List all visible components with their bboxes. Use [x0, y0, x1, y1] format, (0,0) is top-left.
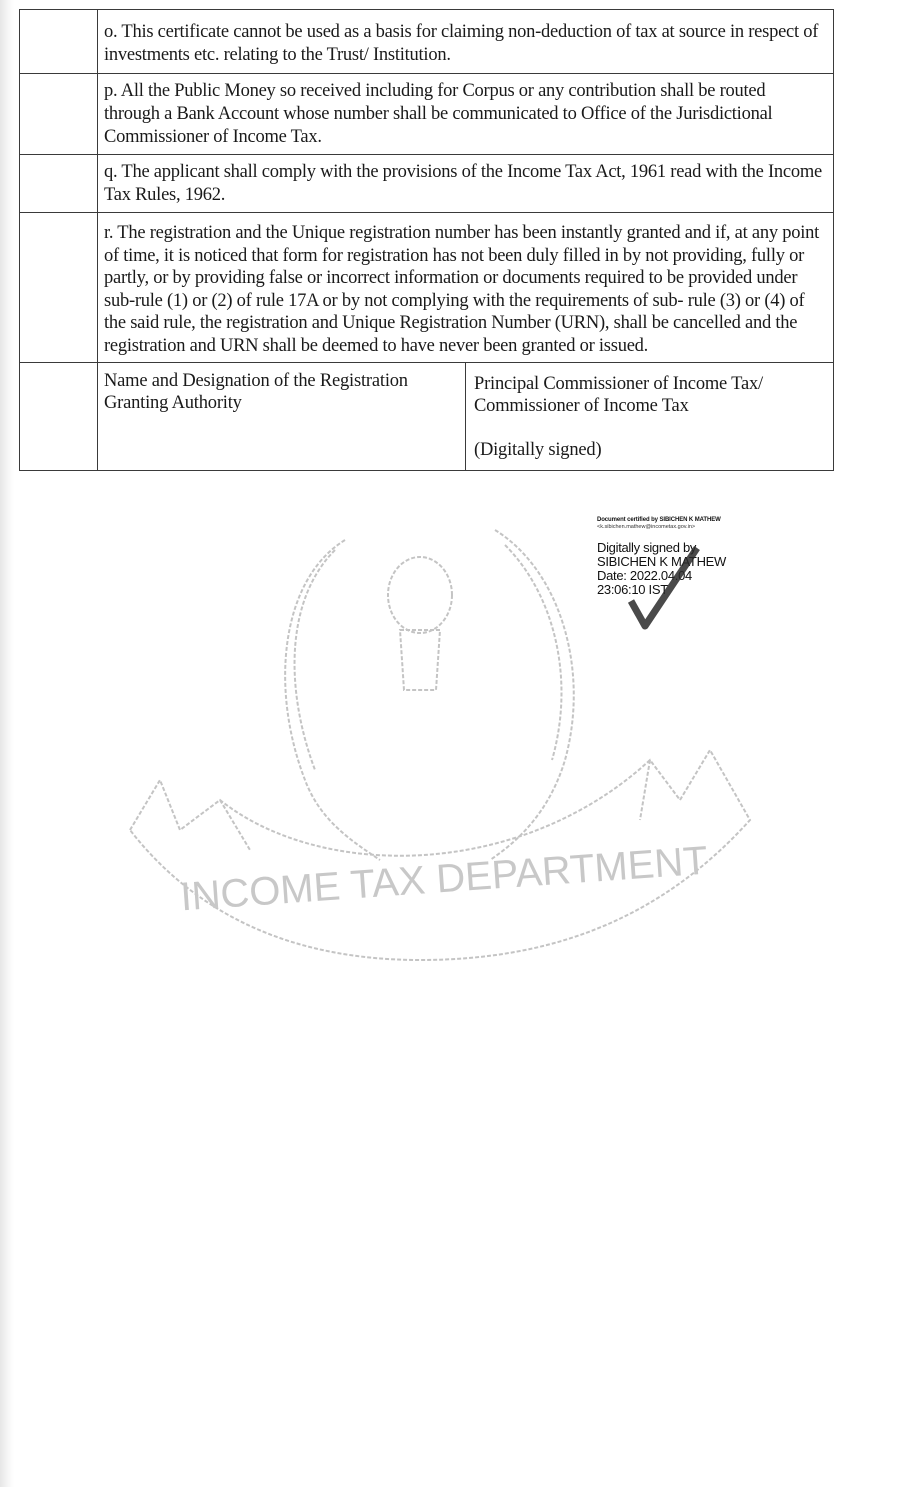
authority-row [20, 363, 834, 471]
row-number-cell [20, 155, 98, 213]
seal-ribbon-text: INCOME TAX DEPARTMENT [179, 838, 710, 920]
condition-cell [98, 10, 834, 74]
emblem-lions [388, 557, 452, 633]
authority-label: Name and Designation of the Registration Granting Authority [104, 371, 408, 413]
row-number-cell [20, 363, 98, 471]
condition-row-o [20, 10, 834, 74]
condition-cell [98, 74, 834, 155]
condition-text-q: q. The applicant shall comply with the provisions of the Income Tax Act, 1961 read with the Income Tax Rules, 1962. [104, 162, 822, 205]
condition-row-q [20, 155, 834, 213]
condition-cell [98, 213, 834, 363]
digital-signature-block [597, 517, 797, 597]
signer-name: SIBICHEN K MATHEW [597, 554, 727, 569]
signature-details [597, 541, 797, 597]
authority-designation: Principal Commissioner of Income Tax/ Commissioner of Income Tax [474, 374, 763, 416]
condition-row-r [20, 213, 834, 363]
row-number-cell [20, 213, 98, 363]
signature-date: Date: 2022.04.04 [597, 568, 692, 583]
condition-text-p: p. All the Public Money so received including for Corpus or any contribution shall be routed through a Bank Account whose number shall be communicated to Office of the Jurisdictional Commissioner of Income Tax. [104, 81, 773, 147]
certifier-email: <k.sibichen.mathew@incometax.gov.in> [597, 524, 696, 530]
signature-checkmark-icon [617, 546, 707, 636]
wreath-left [285, 540, 380, 860]
condition-row-p [20, 74, 834, 155]
signature-time: 23:06:10 IST [597, 582, 668, 597]
condition-text-o: o. This certificate cannot be used as a basis for claiming non-deduction of tax at source in respect of investments etc. relating to the Trust/ Institution. [104, 22, 819, 65]
authority-value-cell [466, 363, 834, 471]
authority-label-cell [98, 363, 466, 471]
conditions-table [19, 9, 834, 471]
page-edge-shadow [0, 0, 14, 1487]
condition-cell [98, 155, 834, 213]
signed-by-label: Digitally signed by [597, 540, 697, 555]
row-number-cell [20, 74, 98, 155]
authority-value-block [466, 363, 833, 461]
certified-by-text: Document certified by SIBICHEN K MATHEW [597, 517, 721, 523]
condition-text-r: r. The registration and the Unique registration number has been instantly granted and if, at any point of time, it is noticed that form for registration has not been duly filled in by not providing, fully or partly, or by providing false or incorrect information or documents required to be provided under sub-rule (1) or (2) of rule 17A or by not complying with the requirements of sub- rule (3) or (4) of the said rule, the registration and Unique Registration Number (URN), shall be cancelled and the registration and URN shall be deemed to have never been granted or issued. [104, 223, 819, 356]
row-number-cell [20, 10, 98, 74]
digitally-signed-note: (Digitally signed) [474, 440, 602, 460]
